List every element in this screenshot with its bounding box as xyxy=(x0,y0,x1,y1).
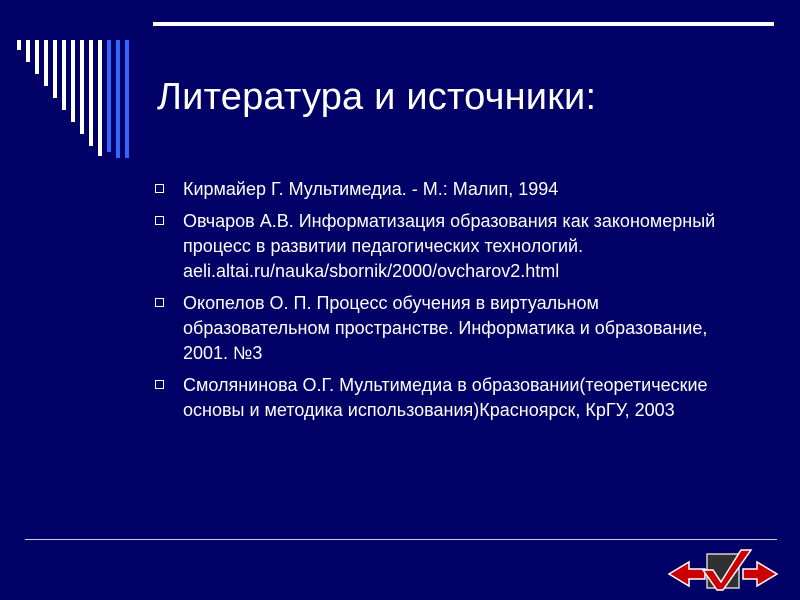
square-bullet-icon xyxy=(155,184,164,193)
bottom-divider xyxy=(25,539,777,540)
reference-text: Смолянинова О.Г. Мультимедиа в образовании(теоретические основы и методика использования)Красноярск, КрГУ, 2003 xyxy=(183,375,708,420)
list-item xyxy=(152,373,752,423)
arrow-left-icon[interactable] xyxy=(669,562,705,586)
list-item xyxy=(152,177,752,202)
square-bullet-icon xyxy=(155,216,164,225)
top-divider xyxy=(153,22,774,26)
reference-text: Кирмайер Г. Мультимедиа. - М.: Малип, 1994 xyxy=(183,179,559,199)
list-item xyxy=(152,209,752,284)
square-bullet-icon xyxy=(155,298,164,307)
list-item xyxy=(152,291,752,366)
arrow-right-icon[interactable] xyxy=(743,562,777,586)
square-bullet-icon xyxy=(155,380,164,389)
slide-navigation xyxy=(667,548,779,592)
reference-text: Окопелов О. П. Процесс обучения в виртуальном образовательном пространстве. Информатика и образование, 2001. №3 xyxy=(183,293,708,363)
decorative-stripes xyxy=(0,0,140,170)
slide-title: Литература и источники: xyxy=(157,76,597,118)
reference-list xyxy=(152,177,752,430)
reference-text: Овчаров А.В. Информатизация образования как закономерный процесс в развитии педагогических технологий. aeli.altai.ru/nauka/sbornik/2000/ovcharov2.html xyxy=(183,211,716,281)
